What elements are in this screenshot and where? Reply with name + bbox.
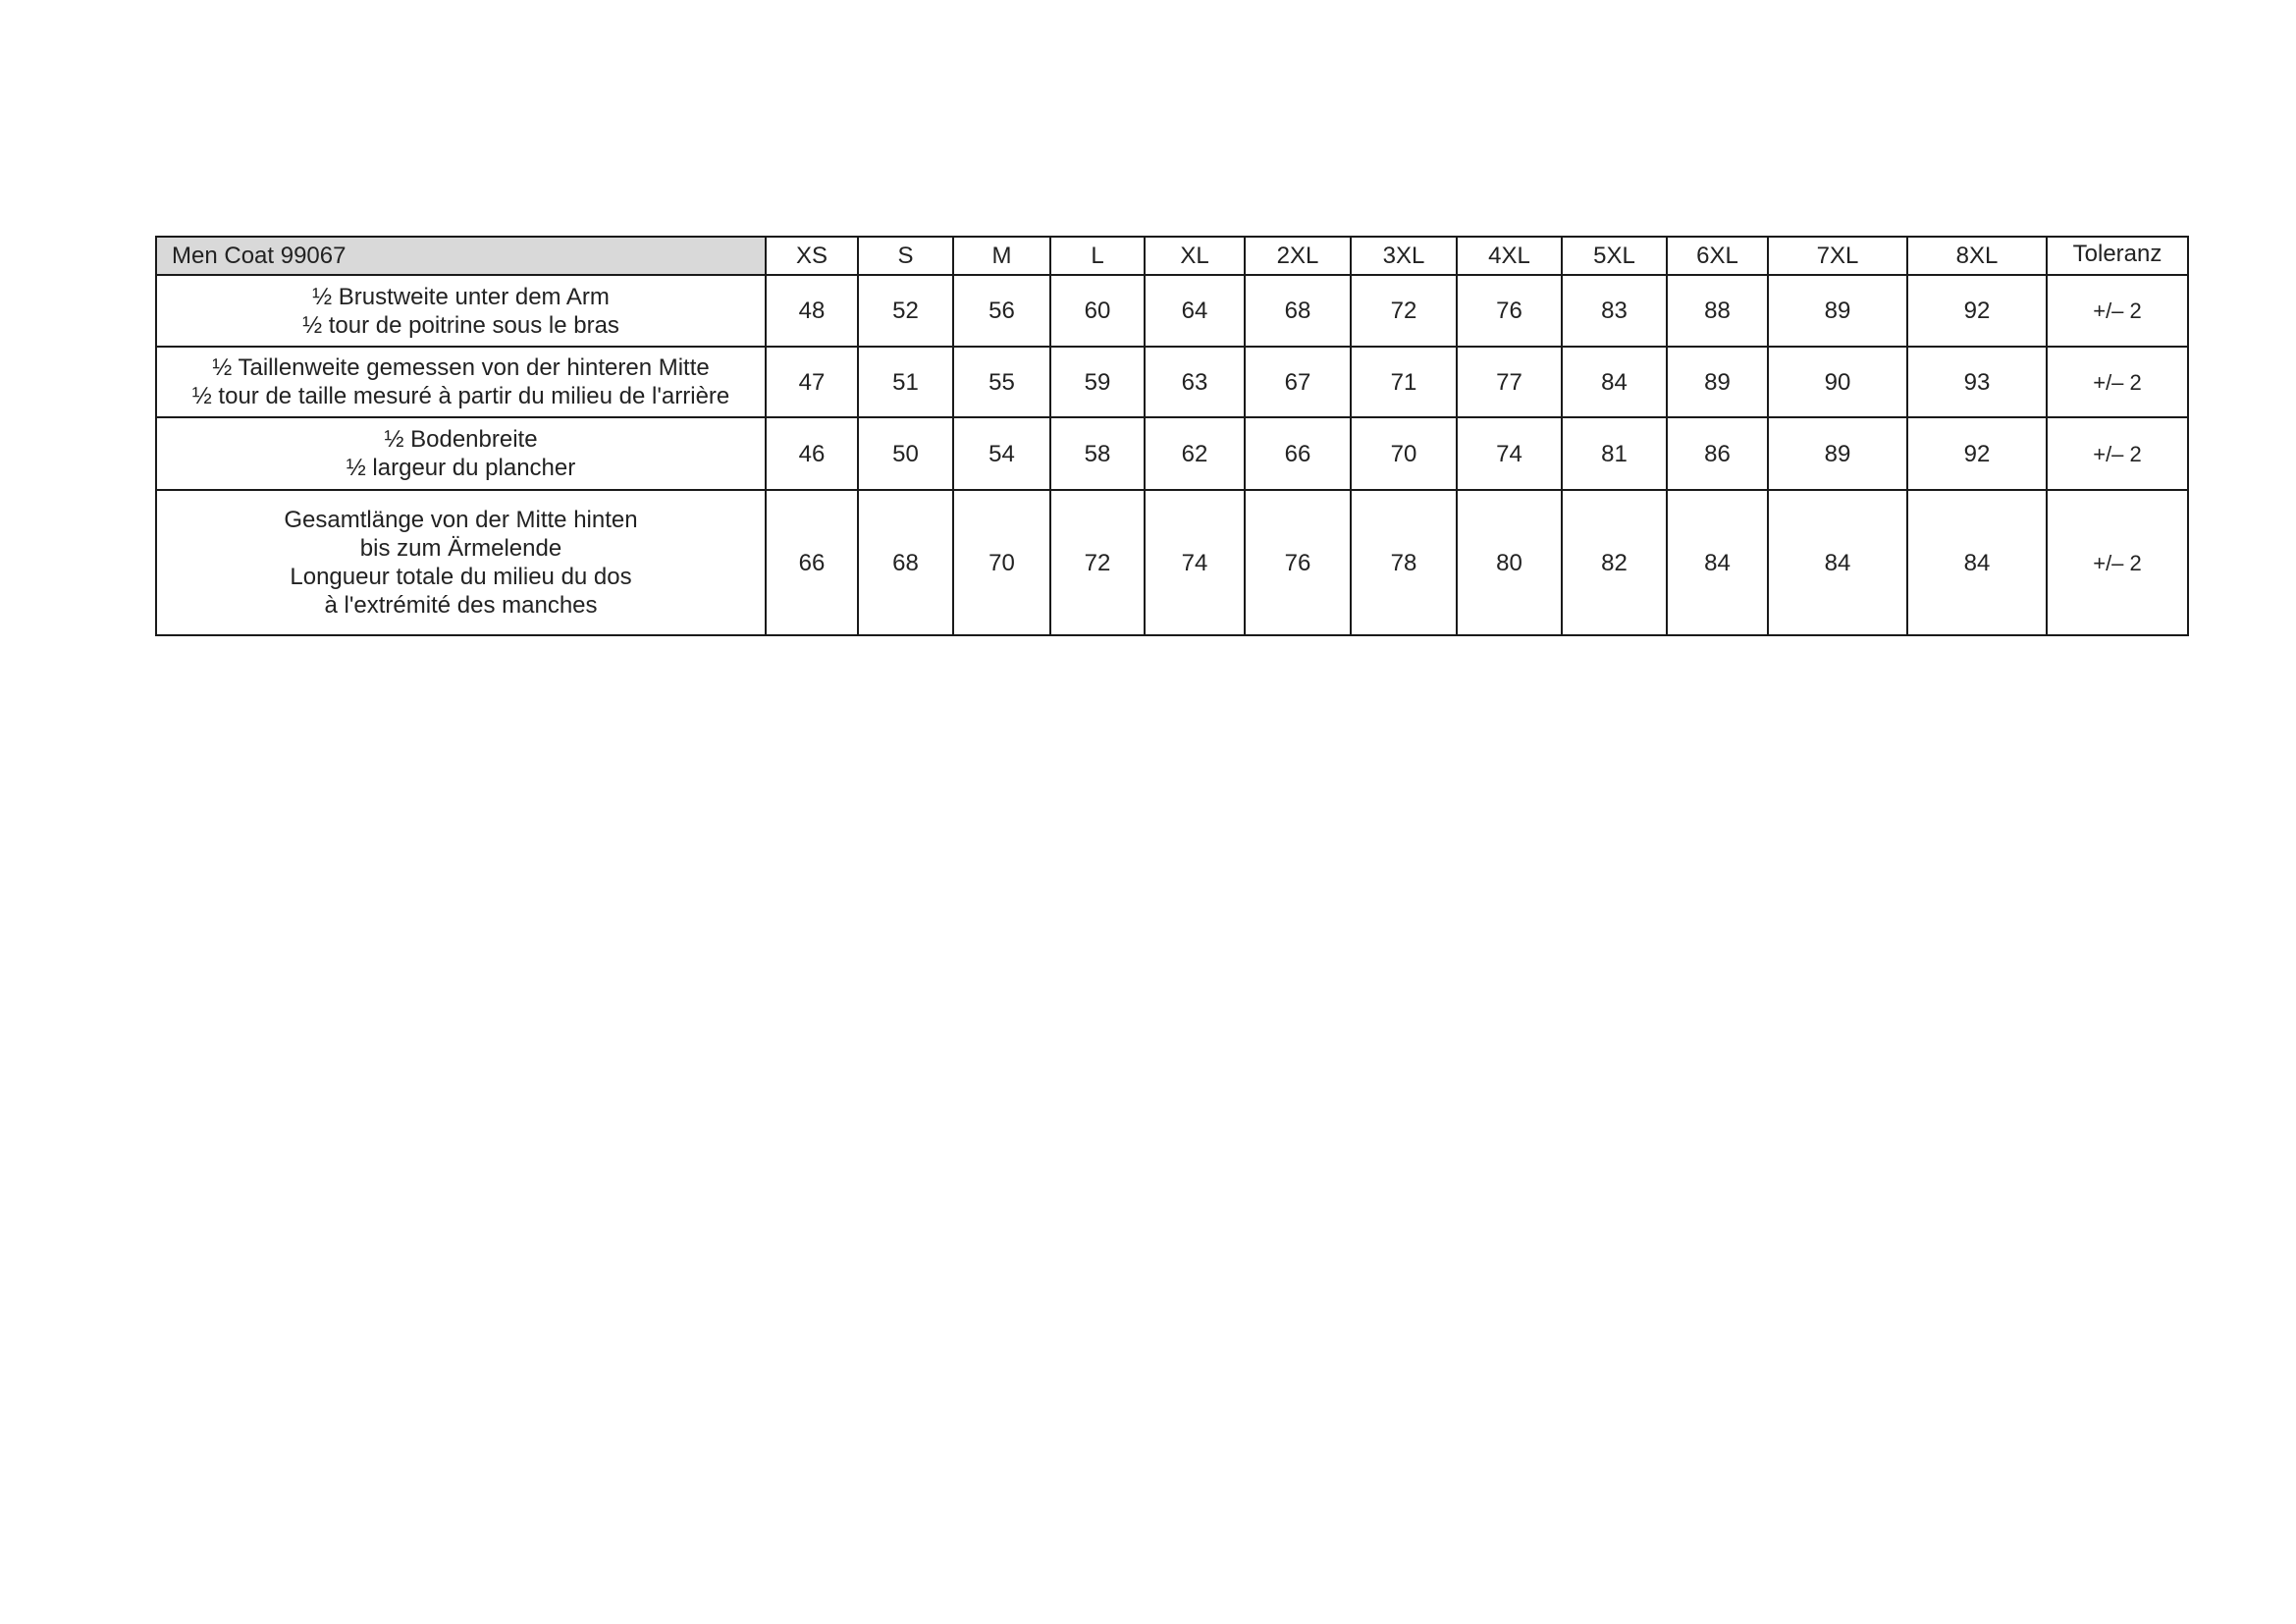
measurement-label	[156, 275, 766, 347]
table-row	[156, 417, 2188, 490]
table-row	[156, 347, 2188, 417]
value-cell: 66	[1245, 417, 1351, 490]
tolerance-cell: +/– 2	[2047, 275, 2188, 347]
value-cell: 72	[1050, 490, 1145, 635]
label-line: ½ largeur du plancher	[346, 455, 576, 481]
size-header: 4XL	[1457, 237, 1562, 275]
measurement-label	[156, 347, 766, 417]
measurement-label	[156, 417, 766, 490]
value-cell: 93	[1907, 347, 2047, 417]
label-line: ½ tour de taille mesuré à partir du milieu de l'arrière	[191, 383, 730, 409]
tolerance-cell: +/– 2	[2047, 490, 2188, 635]
value-cell: 76	[1245, 490, 1351, 635]
value-cell: 89	[1768, 417, 1907, 490]
size-header: 8XL	[1907, 237, 2047, 275]
value-cell: 52	[858, 275, 953, 347]
value-cell: 89	[1667, 347, 1768, 417]
size-header: XL	[1145, 237, 1245, 275]
label-line: ½ Bodenbreite	[384, 426, 538, 453]
value-cell: 48	[766, 275, 858, 347]
value-cell: 50	[858, 417, 953, 490]
value-cell: 81	[1562, 417, 1667, 490]
size-header: 6XL	[1667, 237, 1768, 275]
label-line: à l'extrémité des manches	[324, 592, 598, 619]
value-cell: 74	[1457, 417, 1562, 490]
value-cell: 76	[1457, 275, 1562, 347]
value-cell: 92	[1907, 275, 2047, 347]
value-cell: 84	[1667, 490, 1768, 635]
size-header: 5XL	[1562, 237, 1667, 275]
tolerance-header: Toleranz	[2047, 237, 2188, 275]
value-cell: 51	[858, 347, 953, 417]
value-cell: 55	[953, 347, 1050, 417]
value-cell: 62	[1145, 417, 1245, 490]
value-cell: 64	[1145, 275, 1245, 347]
size-header: 3XL	[1351, 237, 1457, 275]
tolerance-cell: +/– 2	[2047, 347, 2188, 417]
label-line: Longueur totale du milieu du dos	[290, 564, 632, 590]
size-header: L	[1050, 237, 1145, 275]
size-header: XS	[766, 237, 858, 275]
value-cell: 86	[1667, 417, 1768, 490]
value-cell: 56	[953, 275, 1050, 347]
value-cell: 74	[1145, 490, 1245, 635]
value-cell: 90	[1768, 347, 1907, 417]
value-cell: 59	[1050, 347, 1145, 417]
value-cell: 68	[858, 490, 953, 635]
value-cell: 78	[1351, 490, 1457, 635]
value-cell: 72	[1351, 275, 1457, 347]
value-cell: 82	[1562, 490, 1667, 635]
value-cell: 84	[1907, 490, 2047, 635]
value-cell: 67	[1245, 347, 1351, 417]
value-cell: 88	[1667, 275, 1768, 347]
size-header: 2XL	[1245, 237, 1351, 275]
value-cell: 66	[766, 490, 858, 635]
value-cell: 60	[1050, 275, 1145, 347]
measurement-label	[156, 490, 766, 635]
table-row	[156, 490, 2188, 635]
label-line: Gesamtlänge von der Mitte hinten	[284, 507, 638, 533]
value-cell: 47	[766, 347, 858, 417]
value-cell: 71	[1351, 347, 1457, 417]
table-row	[156, 275, 2188, 347]
value-cell: 84	[1562, 347, 1667, 417]
table-title: Men Coat 99067	[156, 237, 766, 275]
size-header: S	[858, 237, 953, 275]
value-cell: 46	[766, 417, 858, 490]
label-line: bis zum Ärmelende	[359, 535, 562, 562]
value-cell: 80	[1457, 490, 1562, 635]
value-cell: 63	[1145, 347, 1245, 417]
value-cell: 68	[1245, 275, 1351, 347]
value-cell: 70	[1351, 417, 1457, 490]
value-cell: 70	[953, 490, 1050, 635]
label-line: ½ Taillenweite gemessen von der hinteren Mitte	[212, 354, 710, 381]
size-header: M	[953, 237, 1050, 275]
value-cell: 84	[1768, 490, 1907, 635]
value-cell: 89	[1768, 275, 1907, 347]
tolerance-cell: +/– 2	[2047, 417, 2188, 490]
size-header: 7XL	[1768, 237, 1907, 275]
value-cell: 77	[1457, 347, 1562, 417]
label-line: ½ Brustweite unter dem Arm	[312, 283, 610, 310]
value-cell: 58	[1050, 417, 1145, 490]
label-line: ½ tour de poitrine sous le bras	[302, 311, 619, 339]
size-chart-table	[155, 236, 2189, 636]
value-cell: 54	[953, 417, 1050, 490]
value-cell: 92	[1907, 417, 2047, 490]
header-row	[156, 237, 2188, 275]
value-cell: 83	[1562, 275, 1667, 347]
